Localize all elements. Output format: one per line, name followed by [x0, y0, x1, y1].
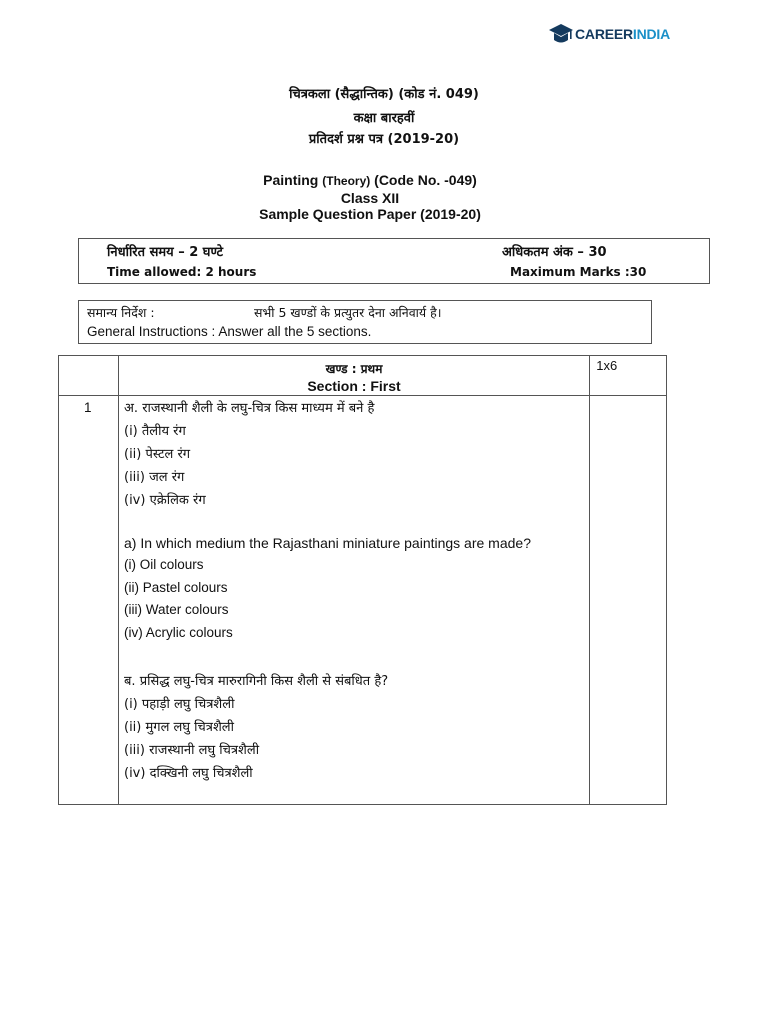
option-a-english-4: (iv) Acrylic colours	[124, 625, 233, 640]
class-hindi: कक्षा बारहवीं	[353, 111, 415, 126]
option-a-english-2: (ii) Pastel colours	[124, 580, 228, 595]
max-marks-english: Maximum Marks :30	[510, 265, 647, 279]
marks-cell	[590, 356, 667, 396]
section-marks: 1x6	[596, 358, 618, 373]
option-b-hindi-2: (ii) मुगल लघु चित्रशैली	[124, 720, 234, 735]
option-b-hindi-1: (i) पहाड़ी लघु चित्रशैली	[124, 697, 235, 712]
section-title-english: Section : First	[307, 378, 401, 394]
question-a-hindi: अ. राजस्थानी शैली के लघु-चित्र किस माध्यम में बने है	[124, 401, 375, 416]
section-title-hindi: खण्ड : प्रथम	[325, 362, 383, 376]
instructions-hindi-text: सभी 5 खण्डों के प्रत्युतर देना अनिवार्य है।	[254, 305, 442, 320]
option-b-hindi-3: (iii) राजस्थानी लघु चित्रशैली	[124, 743, 260, 758]
option-a-english-3: (iii) Water colours	[124, 602, 229, 617]
graduation-cap-icon	[548, 21, 574, 47]
careerindia-logo	[548, 18, 670, 50]
question-number-cell	[59, 396, 119, 805]
paper-hindi: प्रतिदर्श प्रश्न पत्र (2019-20)	[308, 132, 460, 147]
class-english: Class XII	[340, 190, 400, 206]
question-b-hindi: ब. प्रसिद्ध लघु-चित्र मारुरागिनी किस शैली से संबधित है?	[124, 674, 389, 689]
option-a-english-1: (i) Oil colours	[124, 557, 204, 572]
instructions-box	[78, 300, 652, 344]
paper-english: Sample Question Paper (2019-20)	[259, 206, 481, 222]
option-a-hindi-2: (ii) पेस्टल रंग	[124, 447, 191, 462]
question-a-english: a) In which medium the Rajasthani miniature paintings are made?	[124, 535, 531, 551]
option-a-hindi-4: (iv) एक्रेलिक रंग	[124, 493, 206, 508]
section-header-cell	[118, 356, 589, 396]
title-english: Painting (Theory) (Code No. -049)	[263, 172, 477, 188]
header-number-cell	[59, 356, 119, 396]
option-b-hindi-4: (iv) दक्खिनी लघु चित्रशैली	[124, 766, 253, 781]
question-marks-cell	[590, 396, 667, 805]
logo-text: CAREERINDIA	[575, 26, 671, 42]
max-marks-hindi: अधिकतम अंक – 30	[502, 245, 607, 260]
instructions-hindi-label: समान्य निर्देश :	[87, 305, 155, 320]
time-allowed-english: Time allowed: 2 hours	[107, 265, 257, 279]
option-a-hindi-3: (iii) जल रंग	[124, 470, 185, 485]
time-marks-box	[78, 238, 710, 284]
time-allowed-hindi: निर्धारित समय – 2 घण्टे	[107, 245, 224, 260]
title-hindi: चित्रकला (सैद्धान्तिक) (कोड नं. 049)	[289, 87, 479, 102]
option-a-hindi-1: (i) तैलीय रंग	[124, 424, 186, 439]
instructions-english: General Instructions : Answer all the 5 sections.	[87, 324, 372, 339]
question-number: 1	[84, 400, 92, 415]
